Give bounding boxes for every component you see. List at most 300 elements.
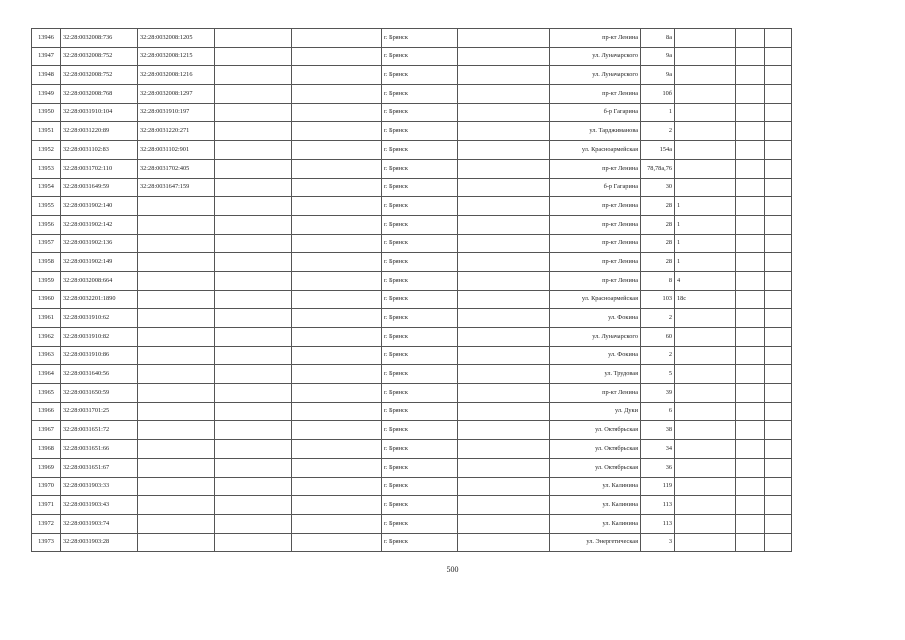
- empty-cell: [736, 271, 765, 290]
- parent-cadastral-number-cell: 32:28:0031220:271: [138, 122, 215, 141]
- empty-cell: [765, 197, 792, 216]
- building-number-cell: [675, 178, 736, 197]
- empty-cell: [215, 141, 292, 160]
- empty-cell: [292, 477, 382, 496]
- empty-cell: [292, 421, 382, 440]
- house-number-cell: 3: [641, 533, 675, 552]
- table-row: [32, 122, 792, 141]
- house-number-cell: 6: [641, 402, 675, 421]
- empty-cell: [736, 197, 765, 216]
- empty-cell: [292, 66, 382, 85]
- building-number-cell: [675, 159, 736, 178]
- house-number-cell: 10б: [641, 85, 675, 104]
- building-number-cell: 4: [675, 271, 736, 290]
- house-number-cell: 9а: [641, 47, 675, 66]
- cadastral-number-cell: 32:28:0031903:74: [61, 514, 138, 533]
- empty-cell: [215, 365, 292, 384]
- empty-cell: [215, 514, 292, 533]
- empty-cell: [736, 477, 765, 496]
- row-number-cell: 13946: [32, 29, 61, 48]
- empty-cell: [458, 365, 550, 384]
- cadastral-number-cell: 32:28:0031640:56: [61, 365, 138, 384]
- row-number-cell: 13973: [32, 533, 61, 552]
- street-cell: ул. Октябрьская: [550, 421, 641, 440]
- empty-cell: [215, 178, 292, 197]
- parent-cadastral-number-cell: [138, 253, 215, 272]
- parent-cadastral-number-cell: [138, 365, 215, 384]
- row-number-cell: 13964: [32, 365, 61, 384]
- street-cell: ул. Октябрьская: [550, 440, 641, 459]
- empty-cell: [215, 271, 292, 290]
- house-number-cell: 28: [641, 197, 675, 216]
- empty-cell: [458, 271, 550, 290]
- empty-cell: [292, 328, 382, 347]
- parent-cadastral-number-cell: [138, 458, 215, 477]
- city-cell: г. Брянск: [382, 141, 458, 160]
- table-row: [32, 103, 792, 122]
- empty-cell: [458, 122, 550, 141]
- parent-cadastral-number-cell: 32:28:0031702:405: [138, 159, 215, 178]
- building-number-cell: [675, 514, 736, 533]
- row-number-cell: 13956: [32, 215, 61, 234]
- city-cell: г. Брянск: [382, 309, 458, 328]
- empty-cell: [765, 234, 792, 253]
- city-cell: г. Брянск: [382, 47, 458, 66]
- house-number-cell: 28: [641, 215, 675, 234]
- cadastral-number-cell: 32:28:0031701:25: [61, 402, 138, 421]
- row-number-cell: 13972: [32, 514, 61, 533]
- row-number-cell: 13952: [32, 141, 61, 160]
- cadastral-number-cell: 32:28:0031902:136: [61, 234, 138, 253]
- empty-cell: [765, 458, 792, 477]
- empty-cell: [292, 384, 382, 403]
- empty-cell: [765, 47, 792, 66]
- empty-cell: [292, 365, 382, 384]
- cadastral-number-cell: 32:28:0031903:43: [61, 496, 138, 515]
- house-number-cell: 28: [641, 253, 675, 272]
- empty-cell: [215, 496, 292, 515]
- parent-cadastral-number-cell: 32:28:0032008:1297: [138, 85, 215, 104]
- empty-cell: [765, 29, 792, 48]
- empty-cell: [215, 477, 292, 496]
- row-number-cell: 13958: [32, 253, 61, 272]
- building-number-cell: [675, 85, 736, 104]
- parent-cadastral-number-cell: 32:28:0032008:1205: [138, 29, 215, 48]
- house-number-cell: 103: [641, 290, 675, 309]
- street-cell: пр-кт Ленина: [550, 253, 641, 272]
- row-number-cell: 13970: [32, 477, 61, 496]
- empty-cell: [765, 271, 792, 290]
- empty-cell: [215, 458, 292, 477]
- table-row: [32, 85, 792, 104]
- empty-cell: [292, 103, 382, 122]
- empty-cell: [765, 496, 792, 515]
- house-number-cell: 113: [641, 496, 675, 515]
- empty-cell: [765, 402, 792, 421]
- city-cell: г. Брянск: [382, 328, 458, 347]
- empty-cell: [458, 328, 550, 347]
- city-cell: г. Брянск: [382, 159, 458, 178]
- empty-cell: [292, 440, 382, 459]
- table-row: [32, 496, 792, 515]
- street-cell: пр-кт Ленина: [550, 85, 641, 104]
- empty-cell: [458, 85, 550, 104]
- parent-cadastral-number-cell: [138, 533, 215, 552]
- empty-cell: [292, 141, 382, 160]
- street-cell: ул. Луначарского: [550, 66, 641, 85]
- cadastral-number-cell: 32:28:0032008:664: [61, 271, 138, 290]
- row-number-cell: 13969: [32, 458, 61, 477]
- table-row: [32, 178, 792, 197]
- table-row: [32, 159, 792, 178]
- city-cell: г. Брянск: [382, 421, 458, 440]
- empty-cell: [458, 141, 550, 160]
- empty-cell: [736, 66, 765, 85]
- empty-cell: [215, 215, 292, 234]
- parent-cadastral-number-cell: [138, 346, 215, 365]
- row-number-cell: 13971: [32, 496, 61, 515]
- table-row: [32, 458, 792, 477]
- table-row: [32, 29, 792, 48]
- house-number-cell: 28: [641, 234, 675, 253]
- empty-cell: [215, 533, 292, 552]
- empty-cell: [292, 47, 382, 66]
- empty-cell: [736, 514, 765, 533]
- empty-cell: [215, 234, 292, 253]
- house-number-cell: 2: [641, 122, 675, 141]
- parent-cadastral-number-cell: 32:28:0031647:159: [138, 178, 215, 197]
- street-cell: ул. Тарджиманова: [550, 122, 641, 141]
- empty-cell: [458, 309, 550, 328]
- row-number-cell: 13955: [32, 197, 61, 216]
- city-cell: г. Брянск: [382, 290, 458, 309]
- empty-cell: [736, 309, 765, 328]
- city-cell: г. Брянск: [382, 384, 458, 403]
- house-number-cell: 8: [641, 271, 675, 290]
- cadastral-number-cell: 32:28:0032008:768: [61, 85, 138, 104]
- row-number-cell: 13953: [32, 159, 61, 178]
- empty-cell: [765, 103, 792, 122]
- parent-cadastral-number-cell: [138, 402, 215, 421]
- city-cell: г. Брянск: [382, 533, 458, 552]
- empty-cell: [736, 253, 765, 272]
- cadastral-number-cell: 32:28:0031651:66: [61, 440, 138, 459]
- city-cell: г. Брянск: [382, 103, 458, 122]
- empty-cell: [458, 66, 550, 85]
- house-number-cell: 2: [641, 309, 675, 328]
- empty-cell: [215, 197, 292, 216]
- parent-cadastral-number-cell: [138, 384, 215, 403]
- table-row: [32, 215, 792, 234]
- cadastral-number-cell: 32:28:0031902:149: [61, 253, 138, 272]
- cadastral-number-cell: 32:28:0032008:736: [61, 29, 138, 48]
- parent-cadastral-number-cell: 32:28:0032008:1215: [138, 47, 215, 66]
- empty-cell: [215, 85, 292, 104]
- empty-cell: [458, 290, 550, 309]
- street-cell: ул. Красноармейская: [550, 290, 641, 309]
- building-number-cell: 1: [675, 215, 736, 234]
- empty-cell: [215, 66, 292, 85]
- empty-cell: [765, 85, 792, 104]
- empty-cell: [736, 178, 765, 197]
- empty-cell: [292, 85, 382, 104]
- parent-cadastral-number-cell: 32:28:0031102:901: [138, 141, 215, 160]
- building-number-cell: [675, 47, 736, 66]
- empty-cell: [736, 159, 765, 178]
- empty-cell: [292, 290, 382, 309]
- building-number-cell: [675, 496, 736, 515]
- street-cell: пр-кт Ленина: [550, 384, 641, 403]
- row-number-cell: 13957: [32, 234, 61, 253]
- row-number-cell: 13961: [32, 309, 61, 328]
- empty-cell: [736, 234, 765, 253]
- cadastral-number-cell: 32:28:0031903:33: [61, 477, 138, 496]
- city-cell: г. Брянск: [382, 365, 458, 384]
- parent-cadastral-number-cell: [138, 215, 215, 234]
- city-cell: г. Брянск: [382, 402, 458, 421]
- city-cell: г. Брянск: [382, 29, 458, 48]
- house-number-cell: 34: [641, 440, 675, 459]
- row-number-cell: 13959: [32, 271, 61, 290]
- empty-cell: [458, 197, 550, 216]
- cadastral-number-cell: 32:28:0031651:67: [61, 458, 138, 477]
- empty-cell: [292, 159, 382, 178]
- city-cell: г. Брянск: [382, 271, 458, 290]
- empty-cell: [292, 402, 382, 421]
- building-number-cell: [675, 458, 736, 477]
- parent-cadastral-number-cell: 32:28:0032008:1216: [138, 66, 215, 85]
- street-cell: ул. Калинина: [550, 477, 641, 496]
- empty-cell: [736, 421, 765, 440]
- empty-cell: [736, 384, 765, 403]
- parent-cadastral-number-cell: [138, 309, 215, 328]
- cadastral-number-cell: 32:28:0032008:752: [61, 66, 138, 85]
- table-row: [32, 141, 792, 160]
- table-row: [32, 533, 792, 552]
- house-number-cell: 113: [641, 514, 675, 533]
- street-cell: б-р Гагарина: [550, 103, 641, 122]
- table-row: [32, 477, 792, 496]
- row-number-cell: 13962: [32, 328, 61, 347]
- empty-cell: [292, 496, 382, 515]
- cadastral-number-cell: 32:28:0032008:752: [61, 47, 138, 66]
- house-number-cell: 78,78а,76: [641, 159, 675, 178]
- empty-cell: [736, 29, 765, 48]
- cadastral-number-cell: 32:28:0031910:86: [61, 346, 138, 365]
- empty-cell: [292, 346, 382, 365]
- empty-cell: [292, 29, 382, 48]
- city-cell: г. Брянск: [382, 458, 458, 477]
- row-number-cell: 13965: [32, 384, 61, 403]
- table-row: [32, 384, 792, 403]
- street-cell: ул. Энергетическая: [550, 533, 641, 552]
- empty-cell: [215, 384, 292, 403]
- street-cell: ул. Калинина: [550, 496, 641, 515]
- empty-cell: [292, 215, 382, 234]
- empty-cell: [736, 122, 765, 141]
- empty-cell: [736, 215, 765, 234]
- empty-cell: [765, 533, 792, 552]
- cadastral-number-cell: 32:28:0031910:82: [61, 328, 138, 347]
- table-row: [32, 514, 792, 533]
- building-number-cell: [675, 141, 736, 160]
- row-number-cell: 13966: [32, 402, 61, 421]
- empty-cell: [765, 253, 792, 272]
- empty-cell: [458, 103, 550, 122]
- building-number-cell: 1: [675, 197, 736, 216]
- street-cell: ул. Дуки: [550, 402, 641, 421]
- house-number-cell: 119: [641, 477, 675, 496]
- registry-table: [31, 28, 792, 552]
- empty-cell: [458, 29, 550, 48]
- building-number-cell: 1: [675, 234, 736, 253]
- street-cell: ул. Фокина: [550, 309, 641, 328]
- street-cell: пр-кт Ленина: [550, 234, 641, 253]
- empty-cell: [292, 122, 382, 141]
- empty-cell: [292, 197, 382, 216]
- empty-cell: [458, 440, 550, 459]
- street-cell: пр-кт Ленина: [550, 271, 641, 290]
- empty-cell: [458, 458, 550, 477]
- empty-cell: [736, 85, 765, 104]
- empty-cell: [215, 309, 292, 328]
- row-number-cell: 13960: [32, 290, 61, 309]
- cadastral-number-cell: 32:28:0031649:59: [61, 178, 138, 197]
- parent-cadastral-number-cell: [138, 234, 215, 253]
- empty-cell: [458, 253, 550, 272]
- parent-cadastral-number-cell: [138, 290, 215, 309]
- empty-cell: [736, 47, 765, 66]
- empty-cell: [765, 346, 792, 365]
- table-row: [32, 271, 792, 290]
- city-cell: г. Брянск: [382, 122, 458, 141]
- row-number-cell: 13951: [32, 122, 61, 141]
- cadastral-number-cell: 32:28:0031650:59: [61, 384, 138, 403]
- empty-cell: [215, 29, 292, 48]
- building-number-cell: [675, 384, 736, 403]
- parent-cadastral-number-cell: [138, 514, 215, 533]
- empty-cell: [765, 141, 792, 160]
- cadastral-number-cell: 32:28:0031902:140: [61, 197, 138, 216]
- building-number-cell: [675, 533, 736, 552]
- table-row: [32, 253, 792, 272]
- empty-cell: [765, 477, 792, 496]
- building-number-cell: 18с: [675, 290, 736, 309]
- building-number-cell: [675, 103, 736, 122]
- table-row: [32, 421, 792, 440]
- empty-cell: [215, 346, 292, 365]
- empty-cell: [765, 328, 792, 347]
- city-cell: г. Брянск: [382, 215, 458, 234]
- parent-cadastral-number-cell: 32:28:0031910:197: [138, 103, 215, 122]
- empty-cell: [458, 477, 550, 496]
- empty-cell: [736, 103, 765, 122]
- street-cell: ул. Луначарского: [550, 328, 641, 347]
- empty-cell: [736, 290, 765, 309]
- street-cell: ул. Калинина: [550, 514, 641, 533]
- registry-table-body: [32, 29, 792, 552]
- empty-cell: [458, 514, 550, 533]
- empty-cell: [458, 234, 550, 253]
- empty-cell: [736, 141, 765, 160]
- street-cell: пр-кт Ленина: [550, 215, 641, 234]
- empty-cell: [765, 309, 792, 328]
- empty-cell: [736, 365, 765, 384]
- cadastral-number-cell: 32:28:0031902:142: [61, 215, 138, 234]
- empty-cell: [215, 103, 292, 122]
- empty-cell: [458, 384, 550, 403]
- street-cell: ул. Красноармейская: [550, 141, 641, 160]
- empty-cell: [292, 309, 382, 328]
- empty-cell: [215, 47, 292, 66]
- building-number-cell: [675, 346, 736, 365]
- table-row: [32, 328, 792, 347]
- empty-cell: [458, 178, 550, 197]
- empty-cell: [765, 421, 792, 440]
- building-number-cell: [675, 309, 736, 328]
- empty-cell: [215, 122, 292, 141]
- empty-cell: [736, 402, 765, 421]
- empty-cell: [215, 402, 292, 421]
- empty-cell: [292, 533, 382, 552]
- building-number-cell: [675, 421, 736, 440]
- row-number-cell: 13954: [32, 178, 61, 197]
- table-row: [32, 197, 792, 216]
- city-cell: г. Брянск: [382, 477, 458, 496]
- house-number-cell: 36: [641, 458, 675, 477]
- cadastral-number-cell: 32:28:0031220:89: [61, 122, 138, 141]
- parent-cadastral-number-cell: [138, 328, 215, 347]
- street-cell: пр-кт Ленина: [550, 159, 641, 178]
- empty-cell: [215, 328, 292, 347]
- house-number-cell: 38: [641, 421, 675, 440]
- house-number-cell: 5: [641, 365, 675, 384]
- table-row: [32, 234, 792, 253]
- empty-cell: [458, 496, 550, 515]
- row-number-cell: 13948: [32, 66, 61, 85]
- city-cell: г. Брянск: [382, 496, 458, 515]
- cadastral-number-cell: 32:28:0031903:28: [61, 533, 138, 552]
- empty-cell: [736, 346, 765, 365]
- row-number-cell: 13949: [32, 85, 61, 104]
- parent-cadastral-number-cell: [138, 271, 215, 290]
- row-number-cell: 13963: [32, 346, 61, 365]
- house-number-cell: 60: [641, 328, 675, 347]
- cadastral-number-cell: 32:28:0031651:72: [61, 421, 138, 440]
- house-number-cell: 2: [641, 346, 675, 365]
- empty-cell: [765, 290, 792, 309]
- empty-cell: [215, 421, 292, 440]
- building-number-cell: [675, 66, 736, 85]
- street-cell: ул. Октябрьская: [550, 458, 641, 477]
- empty-cell: [458, 159, 550, 178]
- street-cell: ул. Луначарского: [550, 47, 641, 66]
- table-row: [32, 290, 792, 309]
- empty-cell: [765, 514, 792, 533]
- building-number-cell: [675, 328, 736, 347]
- empty-cell: [458, 346, 550, 365]
- empty-cell: [736, 458, 765, 477]
- house-number-cell: 1: [641, 103, 675, 122]
- street-cell: ул. Трудовая: [550, 365, 641, 384]
- building-number-cell: [675, 122, 736, 141]
- empty-cell: [458, 533, 550, 552]
- page-number: 500: [446, 565, 459, 574]
- cadastral-number-cell: 32:28:0032201:1890: [61, 290, 138, 309]
- empty-cell: [215, 159, 292, 178]
- building-number-cell: [675, 29, 736, 48]
- table-row: [32, 309, 792, 328]
